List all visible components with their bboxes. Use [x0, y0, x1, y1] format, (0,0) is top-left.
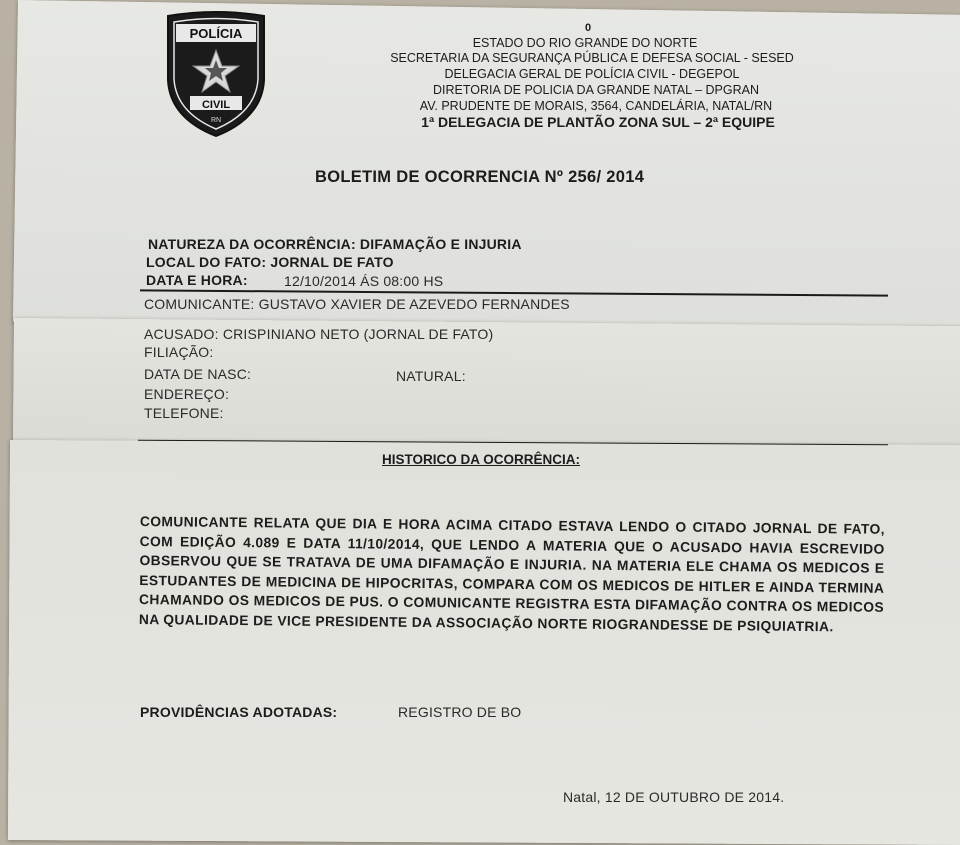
document-page-bottom-fold: [8, 440, 960, 845]
field-natureza: NATUREZA DA OCORRÊNCIA: DIFAMAÇÃO E INJURIA: [148, 236, 522, 252]
historico-title: HISTORICO DA OCORRÊNCIA:: [382, 452, 581, 467]
field-acusado: ACUSADO: CRISPINIANO NETO (JORNAL DE FATO): [144, 326, 494, 342]
field-data-label: DATA E HORA:: [146, 272, 248, 288]
header-unit: 1ª DELEGACIA DE PLANTÃO ZONA SUL – 2ª EQUIPE: [421, 114, 775, 130]
field-endereco: ENDEREÇO:: [144, 386, 230, 402]
svg-text:POLÍCIA: POLÍCIA: [189, 26, 243, 41]
field-filiacao: FILIAÇÃO:: [144, 344, 214, 360]
footer-date: Natal, 12 DE OUTUBRO DE 2014.: [563, 789, 785, 805]
field-data-value: 12/10/2014 ÁS 08:00 HS: [284, 273, 444, 289]
svg-text:CIVIL: CIVIL: [201, 99, 231, 111]
field-telefone: TELEFONE:: [144, 405, 224, 421]
header-line-5: AV. PRUDENTE DE MORAIS, 3564, CANDELÁRIA, NATAL/RN: [419, 99, 773, 113]
providencias-label: PROVIDÊNCIAS ADOTADAS:: [140, 704, 338, 720]
header-line-3: DELEGACIA GERAL DE POLÍCIA CIVIL - DEGEPOL: [444, 67, 740, 81]
page-mark: 0: [585, 22, 592, 34]
police-badge-icon: [162, 10, 270, 138]
header-line-2: SECRETARIA DA SEGURANÇA PÚBLICA E DEFESA SOCIAL - SESED: [390, 51, 794, 65]
field-data-nasc: DATA DE NASC:: [144, 366, 252, 382]
providencias-value: REGISTRO DE BO: [398, 704, 522, 720]
document-title: BOLETIM DE OCORRENCIA Nº 256/ 2014: [315, 168, 645, 186]
header-line-4: DIRETORIA DE POLICIA DA GRANDE NATAL – DPGRAN: [432, 83, 759, 97]
field-natural: NATURAL:: [396, 368, 466, 384]
field-comunicante: COMUNICANTE: GUSTAVO XAVIER DE AZEVEDO FERNANDES: [144, 296, 570, 312]
field-local: LOCAL DO FATO: JORNAL DE FATO: [146, 254, 394, 270]
historico-body: COMUNICANTE RELATA QUE DIA E HORA ACIMA CITADO ESTAVA LENDO O CITADO JORNAL DE FATO, COM EDIÇÃO 4.089 E DATA 11/10/2014, QUE LENDO A MATERIA QUE O ACUSADO HAVIA ESCREVIDO OBSERVOU QUE SE TRATAVA DE UMA DIFAMAÇÃO E INJURIA. NA MATERIA ELE CHAMA OS MEDICOS E ESTUDANTES DE MEDICINA DE HIPOCRITAS, COMPARA COM OS MEDICOS DE HITLER E AINDA TERMINA CHAMANDO OS MEDICOS DE PUS. O COMUNICANTE REGISTRA ESTA DIFAMAÇÃO CONTRA OS MEDICOS NA QUALIDADE DE VICE PRESIDENTE DA ASSOCIAÇÃO NORTE RIOGRANDESSE DE PSIQUIATRIA.: [138, 513, 885, 634]
svg-text:RN: RN: [210, 117, 222, 124]
header-line-1: ESTADO DO RIO GRANDE DO NORTE: [472, 36, 698, 50]
